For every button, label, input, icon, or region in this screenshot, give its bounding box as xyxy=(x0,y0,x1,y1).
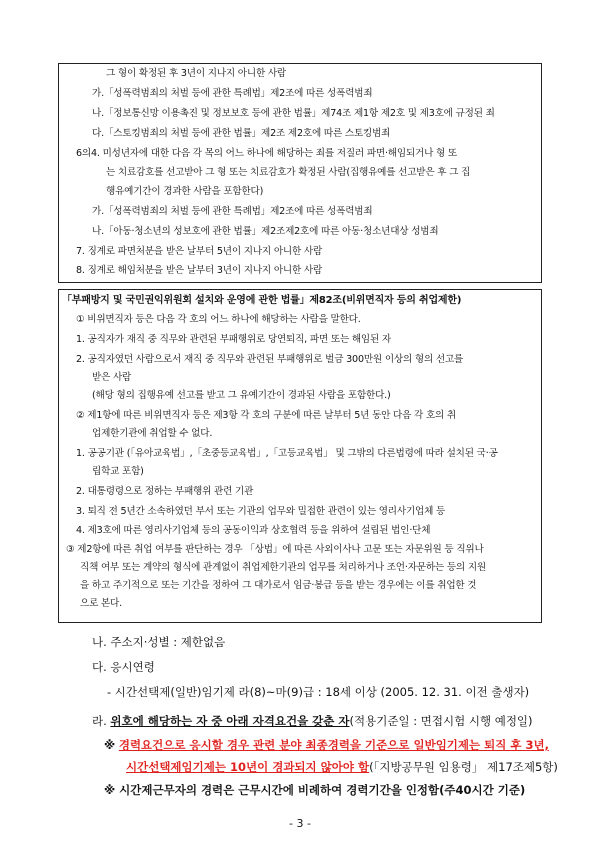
address-gender: 나. 주소지·성별 : 제한없음 xyxy=(92,635,226,649)
career-note-line2 xyxy=(126,759,558,775)
career-note-red2: 시간선택제임기제는 10년이 경과되지 않아야 함 xyxy=(126,760,370,774)
law-line: ① 비위면직자 등은 다음 각 호의 어느 하나에 해당하는 사람을 말한다. xyxy=(76,314,361,325)
law-line: 으로 본다. xyxy=(80,598,122,609)
career-note-line1 xyxy=(104,737,549,753)
law-line: 직책 여부 또는 계약의 형식에 관계없이 취업제한기관의 업무를 처리하거나 조언·자문하는 등의 지원 xyxy=(80,562,486,573)
career-note-tail: (「지방공무원 임용령」 제17조제5항) xyxy=(369,760,558,774)
box1-line: 7. 징계로 파면처분을 받은 날부터 5년이 지나지 아니한 사람 xyxy=(76,246,323,257)
law-line: ③ 제2항에 따른 취업 여부를 판단하는 경우 「상법」에 따른 사외이사나 고문 또는 자문위원 등 직위나 xyxy=(66,544,484,555)
law-line: (해당 형의 집행유예 선고를 받고 그 유예기간이 경과된 사람을 포함한다.) xyxy=(92,390,391,401)
law-line: 1. 공공기관 (「유아교육법」,「초중등교육법」,「고등교육법」 및 그밖의 다른법령에 따라 설치된 국·공 xyxy=(76,448,498,459)
box1-line: 다.「스토킹범죄의 처벌 등에 관한 법률」제2조 제2호에 따른 스토킹범죄 xyxy=(92,128,391,139)
law-title: 「부패방지 및 국민권익위원회 설치와 운영에 관한 법률」제82조(비위면직자 등의 취업제한) xyxy=(62,295,462,306)
part-time-note: ※ 시간제근무자의 경력은 근무시간에 비례하여 경력기간을 인정함(주40시간 기준) xyxy=(104,783,526,797)
box1-line: 그 형이 확정된 후 3년이 지나지 아니한 사람 xyxy=(106,68,286,79)
box1-line: 나.「정보통신망 이용촉진 및 정보보호 등에 관한 법률」제74조 제1항 제2호 및 제3호에 규정된 죄 xyxy=(92,108,495,119)
box1-line: 가.「성폭력범죄의 처벌 등에 관한 특례법」제2조에 따른 성폭력범죄 xyxy=(92,88,373,99)
page-number: - 3 - xyxy=(289,817,311,830)
qualification-prefix: 라. xyxy=(92,714,111,728)
note-mark: ※ xyxy=(104,738,116,752)
box1-line: 가.「성폭력범죄의 처벌 등에 관한 특례법」제2조에 따른 성폭력범죄 xyxy=(92,206,373,217)
box1-line: 행유예기간이 경과한 사람을 포함한다) xyxy=(106,186,264,197)
law-line: 1. 공직자가 재직 중 직무와 관련된 부패행위로 당연퇴직, 파면 또는 해임된 자 xyxy=(76,334,391,345)
law-line: 받은 사람 xyxy=(92,372,132,383)
box1-line: 8. 징계로 해임처분을 받은 날부터 3년이 지나지 아니한 사람 xyxy=(76,265,323,276)
box1-line: 나.「아동·청소년의 성보호에 관한 법률」제2조제2호에 따른 아동·청소년대상 성범죄 xyxy=(92,226,439,237)
qualification-basis: (적용기준일 : 면접시험 시행 예정일) xyxy=(349,714,533,728)
law-line: 립학교 포함) xyxy=(92,466,144,477)
law-line: 4. 제3호에 따른 영리사기업체 등의 공동이익과 상호협력 등을 위하여 설립된 법인·단체 xyxy=(76,525,431,536)
qualification-emphasis: 위호에 해당하는 자 중 아래 자격요건을 갖춘 자 xyxy=(110,714,350,728)
box1-line: 는 치료감호를 선고받아 그 형 또는 치료감호가 확정된 사람(집행유예를 선고받은 후 그 집 xyxy=(106,167,471,178)
age-requirement: - 시간선택제(일반)임기제 라(8)~마(9)급 : 18세 이상 (2005. 12. 31. 이전 출생자) xyxy=(107,685,530,699)
box1-line: 6의4. 미성년자에 대한 다음 각 목의 어느 하나에 해당하는 죄를 저질러 파면·해임되거나 형 또 xyxy=(76,148,457,159)
qualification-heading xyxy=(92,713,533,729)
career-note-red1: 경력요건으로 응시할 경우 관련 분야 최종경력을 기준으로 일반임기제는 퇴직 후 3년, xyxy=(118,738,549,752)
law-line: 업제한기관에 취업할 수 없다. xyxy=(92,428,213,439)
law-line: 을 하고 주기적으로 또는 기간을 정하여 그 대가로서 임금·봉급 등을 받는 경우에는 이를 취업한 것 xyxy=(80,580,477,591)
law-line: 3. 퇴직 전 5년간 소속하였던 부서 또는 기관의 업무와 밀접한 관련이 있는 영리사기업체 등 xyxy=(76,506,446,517)
age-heading: 다. 응시연령 xyxy=(92,660,155,674)
law-line: ② 제1항에 따른 비위면직자 등은 제3항 각 호의 구분에 따른 날부터 5년 동안 다음 각 호의 취 xyxy=(76,410,457,421)
law-line: 2. 공직자였던 사람으로서 재직 중 직무와 관련된 부패행위로 벌금 300만원 이상의 형의 선고를 xyxy=(76,354,464,365)
law-line: 2. 대통령령으로 정하는 부패행위 관련 기관 xyxy=(76,486,254,497)
